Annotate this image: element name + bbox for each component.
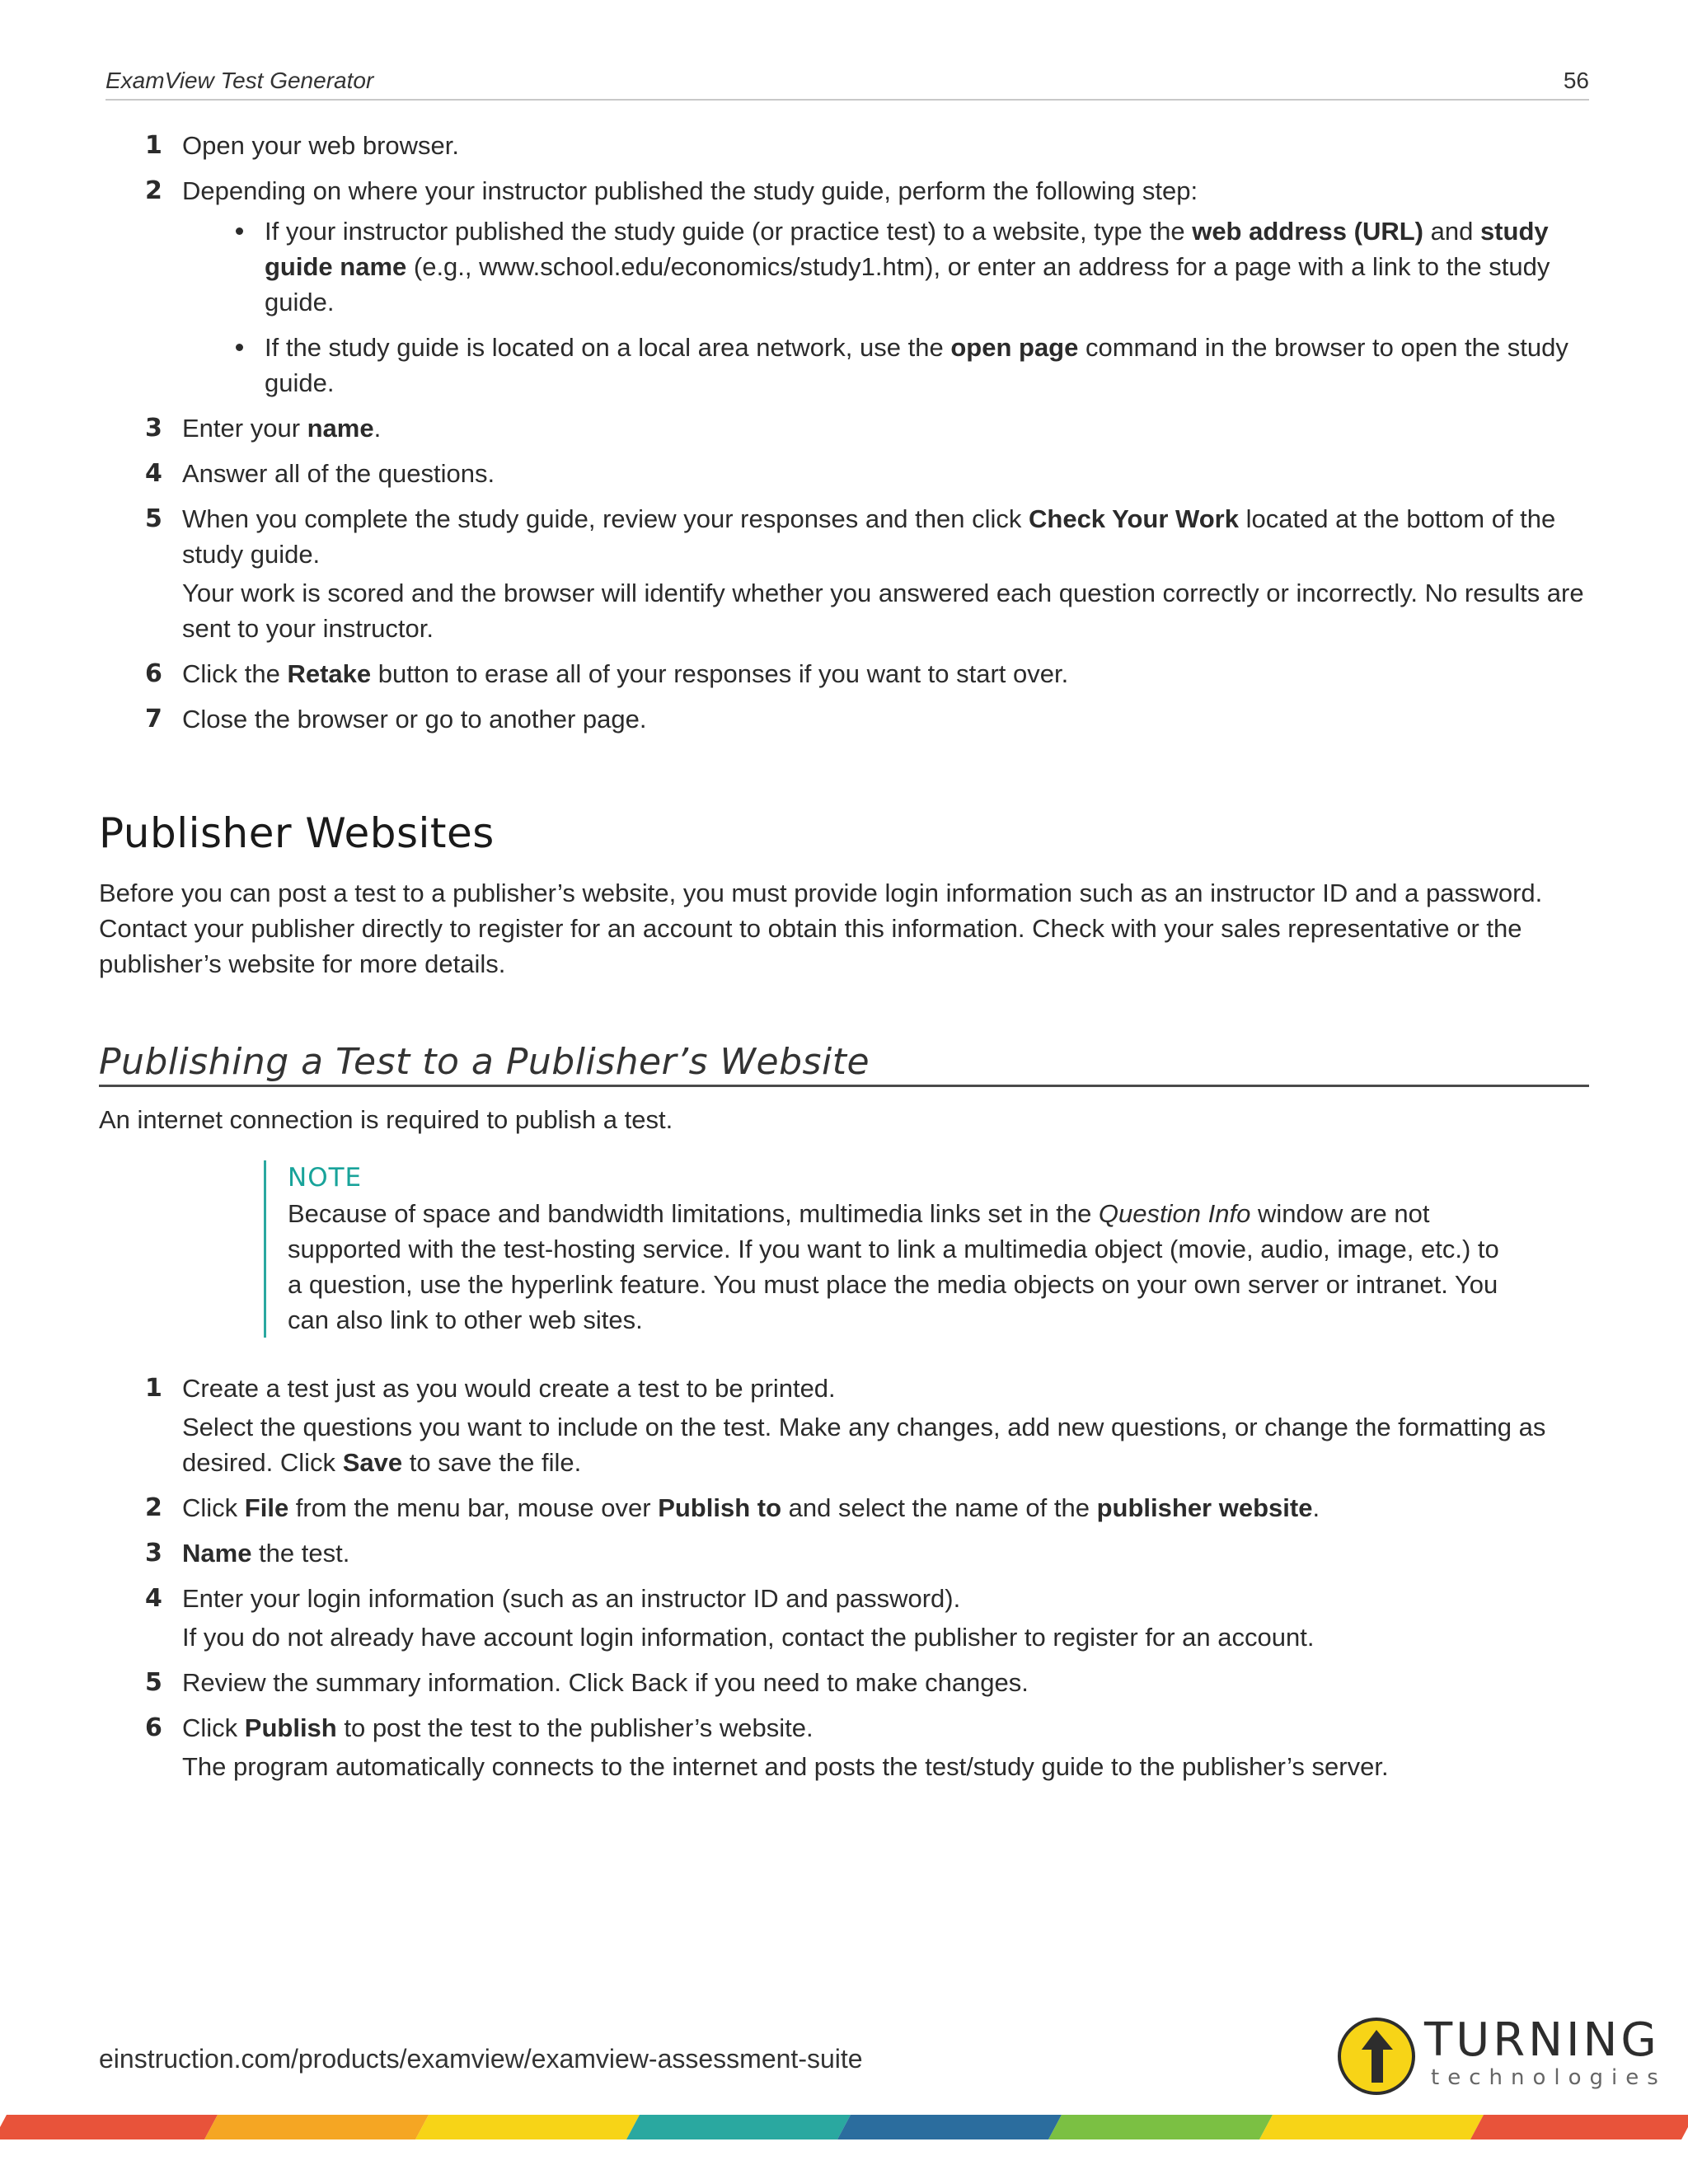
- bold-term: publisher website: [1096, 1493, 1313, 1522]
- step-item: [99, 1490, 1591, 1526]
- step-item: [99, 701, 1591, 737]
- text-run: Click: [182, 1713, 245, 1742]
- text-run: button to erase all of your responses if you want to start over.: [371, 659, 1069, 688]
- step-number: 6: [145, 1713, 162, 1742]
- step-number: 3: [145, 1539, 162, 1568]
- step-number: 5: [145, 504, 162, 533]
- step-text: [182, 1668, 1029, 1697]
- text-run: to post the test to the publisher’s website.: [336, 1713, 814, 1742]
- step-number: 7: [145, 705, 162, 733]
- note-text: [288, 1196, 1507, 1338]
- bullet-item: [182, 213, 1591, 320]
- stripe-segment: [415, 2115, 640, 2139]
- step-detail: If you do not already have account login information, contact the publisher to register for an account.: [182, 1623, 1315, 1652]
- step-number: 2: [145, 1493, 162, 1522]
- step-text: [182, 131, 459, 160]
- step-item: [99, 501, 1591, 646]
- bold-term: Save: [342, 1448, 403, 1477]
- bullet-item: [182, 330, 1591, 401]
- text-run: to save the file.: [402, 1448, 582, 1477]
- turning-technologies-logo: [1335, 2013, 1667, 2097]
- publish-steps: [99, 1371, 1591, 1784]
- turning-logo-icon: [1335, 2015, 1418, 2097]
- bold-term: web address (URL): [1192, 217, 1423, 246]
- logo-main-text: TURNING: [1424, 2013, 1660, 2067]
- bold-term: name: [307, 414, 374, 443]
- step-item: [99, 1535, 1591, 1571]
- text-run: .: [373, 414, 382, 443]
- step-number: 3: [145, 414, 162, 443]
- text-run: Select the questions you want to include on the test. Make any changes, add new questions, or change the formatting as desired. Click: [182, 1413, 1546, 1477]
- subsection-intro: An internet connection is required to publish a test.: [99, 1105, 673, 1134]
- logo-wordmark: [1424, 2015, 1667, 2089]
- text-run: the test.: [251, 1539, 350, 1568]
- page-header: [106, 66, 1589, 101]
- text-run: Review the summary information. Click Back if you need to make changes.: [182, 1668, 1029, 1697]
- bold-term: Retake: [287, 659, 372, 688]
- step-item: [99, 128, 1591, 163]
- step-text: [182, 705, 647, 733]
- step-text: [182, 1493, 1320, 1522]
- step-item: [99, 656, 1591, 691]
- document-title: ExamView Test Generator: [106, 68, 374, 93]
- text-run: If your instructor published the study guide (or practice test) to a website, type the: [265, 217, 1193, 246]
- study-guide-steps: [99, 128, 1591, 737]
- logo-sub-text: technologies: [1431, 2065, 1667, 2090]
- italic-term: Question Info: [1098, 1199, 1251, 1228]
- bold-term: Publish to: [658, 1493, 782, 1522]
- step-text: [182, 176, 1198, 205]
- text-run: Because of space and bandwidth limitations, multimedia links set in the: [288, 1199, 1099, 1228]
- text-run: and select the name of the: [781, 1493, 1097, 1522]
- text-run: located at the bottom of the study guide.: [182, 504, 1556, 569]
- step-item: [99, 1581, 1591, 1655]
- step-detail: [182, 1409, 1591, 1480]
- section-intro: Before you can post a test to a publisher’s website, you must provide login information such as an instructor ID and a password. Contact your publisher directly to register for an account to obtain this information. Check with your sales representative or the publisher’s website for more details.: [99, 879, 1543, 978]
- page-number: 56: [1563, 68, 1589, 93]
- stripe-segment: [626, 2115, 851, 2139]
- step-text: [182, 459, 495, 488]
- text-run: and: [1423, 217, 1480, 246]
- text-run: Enter your: [182, 414, 307, 443]
- step-item: [99, 173, 1591, 401]
- step-text: [182, 414, 381, 443]
- stripe-segment: [1470, 2115, 1688, 2139]
- step-text: [182, 659, 1068, 688]
- text-run: from the menu bar, mouse over: [288, 1493, 659, 1522]
- step-text: [182, 1374, 836, 1403]
- step-number: 5: [145, 1668, 162, 1697]
- text-run: Close the browser or go to another page.: [182, 705, 647, 733]
- footer-color-stripe: [0, 2115, 1688, 2139]
- bold-term: Publish: [244, 1713, 337, 1742]
- step-number: 2: [145, 176, 162, 205]
- footer-url: einstruction.com/products/examview/examview-assessment-suite: [99, 2044, 863, 2074]
- note-label: NOTE: [288, 1163, 363, 1193]
- step-text: [182, 1584, 960, 1613]
- step-item: [99, 410, 1591, 446]
- stripe-segment: [1259, 2115, 1484, 2139]
- step-number: 1: [145, 131, 162, 160]
- text-run: command in the browser to open the study guide.: [265, 333, 1568, 397]
- text-run: If the study guide is located on a local area network, use the: [265, 333, 951, 362]
- bold-term: File: [244, 1493, 289, 1522]
- bold-term: Check Your Work: [1029, 504, 1239, 533]
- step-number: 1: [145, 1374, 162, 1403]
- step-item: [99, 1371, 1591, 1480]
- text-run: Open your web browser.: [182, 131, 460, 160]
- step-item: [99, 1710, 1591, 1784]
- bullet-dot-icon: [236, 344, 243, 351]
- text-run: window are not supported with the test-hosting service. If you want to link a multimedia object (movie, audio, image, etc.) to a question, use the hyperlink feature. You must place the media objects on your own server or intranet. You can also link to other web sites.: [288, 1199, 1499, 1334]
- step-number: 6: [145, 659, 162, 688]
- step-detail: Your work is scored and the browser will identify whether you answered each question correctly or incorrectly. No results are sent to your instructor.: [182, 579, 1584, 643]
- step-text: [182, 1713, 814, 1742]
- text-run: Answer all of the questions.: [182, 459, 495, 488]
- step-number: 4: [145, 1584, 162, 1613]
- bold-term: Name: [182, 1539, 252, 1568]
- text-run: Click the: [182, 659, 288, 688]
- note-box: [264, 1160, 1507, 1338]
- text-run: Click: [182, 1493, 245, 1522]
- text-run: Create a test just as you would create a test to be printed.: [182, 1374, 836, 1403]
- text-run: Depending on where your instructor published the study guide, perform the following step:: [182, 176, 1198, 205]
- step-number: 4: [145, 459, 162, 488]
- text-run: (e.g., www.school.edu/economics/study1.htm), or enter an address for a page with a link to the study guide.: [265, 252, 1550, 316]
- page-content: [99, 128, 1591, 1794]
- step-detail: The program automatically connects to the internet and posts the test/study guide to the publisher’s server.: [182, 1752, 1389, 1781]
- stripe-segment: [837, 2115, 1062, 2139]
- step-item: [99, 1665, 1591, 1700]
- text-run: .: [1312, 1493, 1320, 1522]
- bullet-dot-icon: [236, 227, 243, 235]
- text-run: Enter your login information (such as an instructor ID and password).: [182, 1584, 961, 1613]
- step-text: [182, 504, 1555, 569]
- step-item: [99, 456, 1591, 491]
- bold-term: open page: [950, 333, 1079, 362]
- subsection-heading: Publishing a Test to a Publisher’s Website: [99, 1041, 1589, 1087]
- bullet-list: [182, 213, 1591, 401]
- step-text: [182, 1539, 349, 1568]
- stripe-segment: [1048, 2115, 1273, 2139]
- text-run: When you complete the study guide, review your responses and then click: [182, 504, 1029, 533]
- stripe-segment: [204, 2115, 429, 2139]
- stripe-segment: [0, 2115, 218, 2139]
- bold-term: study guide name: [265, 217, 1549, 281]
- section-heading: Publisher Websites: [99, 809, 495, 857]
